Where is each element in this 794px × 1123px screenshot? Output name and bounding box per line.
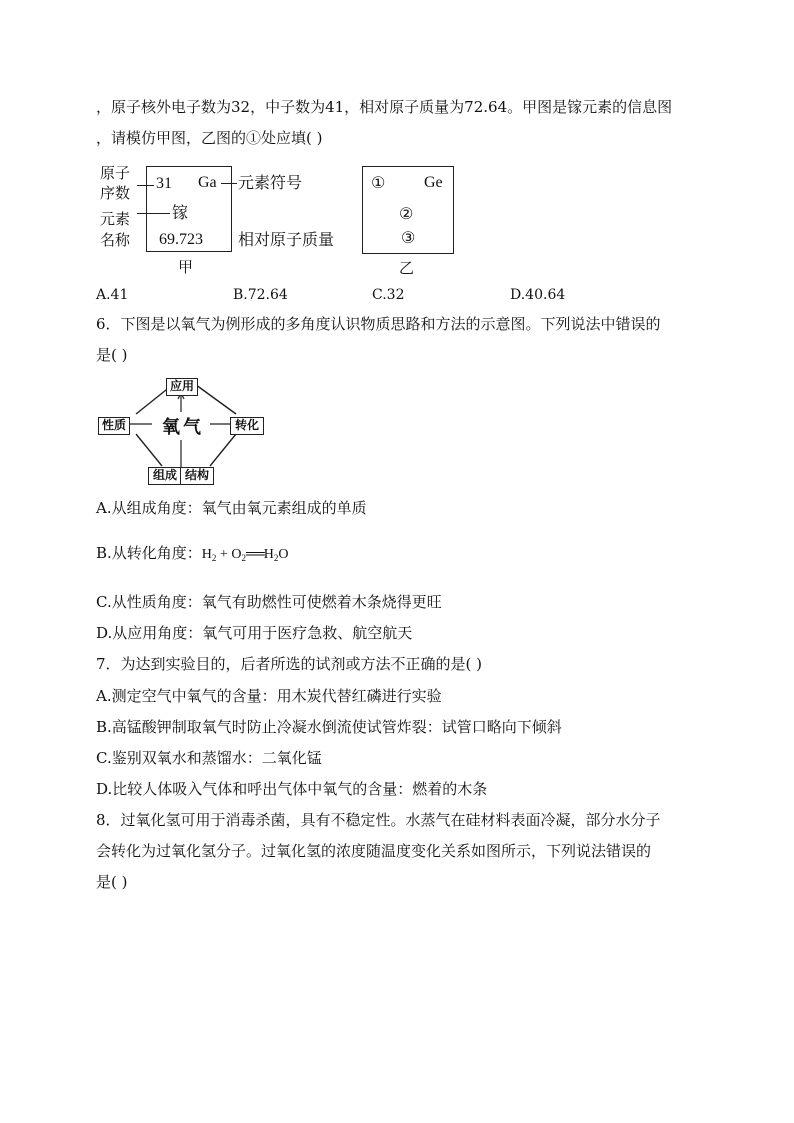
q8-line-2: 会转化为过氧化氢分子。过氧化氢的浓度随温度变化关系如图所示，下列说法错误的 — [96, 842, 652, 860]
leader-name — [137, 213, 170, 214]
q8-line-3: 是( ) — [96, 873, 128, 891]
q6-option-d: D.从应用角度：氧气可用于医疗急救、航空航天 — [96, 624, 413, 642]
diagram-node-right: 转化 — [230, 417, 264, 435]
leader-number — [137, 185, 154, 186]
q5-option-b: B.72.64 — [233, 287, 288, 303]
mark-3: ③ — [401, 228, 416, 247]
q7-option-c: C.鉴别双氧水和蒸馏水：二氧化锰 — [96, 749, 322, 767]
yi-symbol: Ge — [424, 174, 443, 191]
q8-line-1: 8．过氧化氢可用于消毒杀菌，具有不稳定性。水蒸气在硅材料表面冷凝，部分水分子 — [96, 811, 661, 829]
q6-option-c: C.从性质角度：氧气有助燃性可使燃着木条烧得更旺 — [96, 593, 442, 611]
q7-option-b: B.高锰酸钾制取氧气时防止冷凝水倒流使试管炸裂：试管口略向下倾斜 — [96, 718, 562, 736]
symbol-label: 元素符号 — [238, 173, 303, 192]
q5-option-d: D.40.64 — [510, 287, 566, 303]
mass-label: 相对原子质量 — [238, 230, 335, 249]
q5-option-c: C.32 — [372, 287, 405, 303]
q6-line-2: 是( ) — [96, 346, 128, 364]
atomic-mass-value: 69.723 — [159, 231, 203, 248]
atomic-number-label-a: 原子 — [100, 164, 131, 182]
element-symbol-value: Ga — [198, 174, 217, 191]
caption-jia: 甲 — [178, 258, 194, 276]
diagram-node-top: 应用 — [166, 378, 198, 396]
element-name-value: 镓 — [172, 203, 189, 222]
q6-option-a: A.从组成角度：氧气由氧元素组成的单质 — [96, 499, 367, 517]
diagram-node-bottom-right: 结构 — [180, 467, 214, 485]
diagram-node-bottom-left: 组成 — [148, 467, 182, 485]
leader-symbol — [221, 183, 237, 184]
caption-yi: 乙 — [399, 259, 415, 277]
atomic-number-value: 31 — [156, 175, 172, 192]
q7-option-a: A.测定空气中氧气的含量：用木炭代替红磷进行实验 — [96, 687, 442, 705]
q5-line-1: ，原子核外电子数为32，中子数为41，相对原子质量为72.64。甲图是镓元素的信息图 — [96, 98, 673, 116]
diagram-center-oxygen: 氧气 — [162, 417, 204, 438]
q6-option-b — [96, 544, 289, 567]
mark-1: ① — [371, 173, 386, 192]
q7-line-1: 7．为达到实验目的，后者所选的试剂或方法不正确的是( ) — [96, 655, 483, 673]
q7-option-d: D.比较人体吸入气体和呼出气体中氧气的含量：燃着的木条 — [96, 780, 488, 798]
q6-line-1: 6．下图是以氧气为例形成的多角度认识物质思路和方法的示意图。下列说法中错误的 — [96, 315, 661, 333]
mark-2: ② — [399, 204, 414, 223]
q5-line-2: ，请模仿甲图，乙图的①处应填( ) — [96, 129, 323, 147]
element-name-label-b: 名称 — [100, 231, 131, 249]
chemical-equation: $H_2$ + $O_2══H_2O$ — [201, 547, 289, 563]
element-name-label-a: 元素 — [100, 210, 131, 228]
q6-option-b-prefix: B.从转化角度： — [96, 544, 202, 562]
atomic-number-label-b: 序数 — [100, 184, 131, 202]
q5-option-a: A.41 — [96, 287, 129, 303]
diagram-node-left: 性质 — [98, 417, 130, 435]
